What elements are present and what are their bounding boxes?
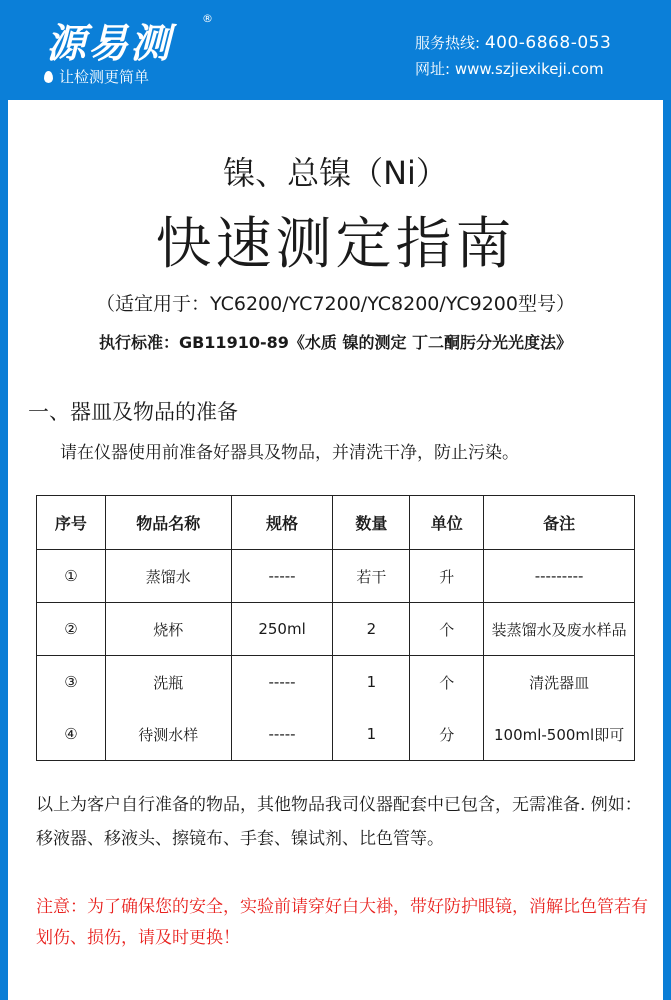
applicable-models: （适宜用于：YC6200/YC7200/YC8200/YC9200型号）	[96, 293, 575, 315]
table-cell: 2	[333, 603, 410, 656]
header-cell: 物品名称	[105, 496, 231, 550]
table-row	[37, 550, 635, 603]
table-cell: 升	[410, 550, 484, 603]
title-element: 镍、总镍（Ni）	[223, 154, 448, 192]
content-panel	[8, 100, 663, 1000]
brand-slogan	[44, 66, 149, 87]
website-url[interactable]: www.szjiexikeji.com	[454, 60, 604, 78]
table-cell: 100ml-500ml即可	[484, 708, 635, 761]
service-hotline	[415, 32, 611, 53]
table-cell: ②	[37, 603, 106, 656]
title-guide: 快速测定指南	[155, 212, 516, 277]
header-banner	[0, 0, 671, 100]
section-heading: 一、器皿及物品的准备	[28, 400, 238, 424]
website-label: 网址:	[415, 60, 451, 78]
preparation-note: 以上为客户自行准备的物品，其他物品我司仪器配套中已包含，无需准备. 例如：移液器、移液头、擦镜布、手套、镍试剂、比色管等。	[36, 795, 642, 849]
hotline-label: 服务热线:	[415, 34, 481, 52]
header-cell: 序号	[37, 496, 106, 550]
table-cell: 待测水样	[105, 708, 231, 761]
slogan-text: 让检测更简单	[59, 68, 150, 86]
safety-warning: 注意：为了确保您的安全，实验前请穿好白大褂，带好防护眼镜，消解比色管若有划伤、损伤，请及时更换！	[36, 897, 648, 948]
table-cell: ---------	[484, 550, 635, 603]
section-intro: 请在仪器使用前准备好器具及物品，并清洗干净，防止污染。	[60, 443, 519, 463]
table-row	[37, 708, 635, 761]
items-table	[36, 495, 635, 761]
table-cell: 分	[410, 708, 484, 761]
execution-standard: 执行标准：GB11910-89《水质 镍的测定 丁二酮肟分光光度法》	[98, 333, 573, 352]
header-cell: 备注	[484, 496, 635, 550]
table-row	[37, 603, 635, 656]
table-cell: 烧杯	[105, 603, 231, 656]
water-drop-icon	[44, 71, 53, 83]
table-cell: -----	[231, 708, 333, 761]
table-header-row	[37, 496, 635, 550]
header-cell: 规格	[231, 496, 333, 550]
table-cell: 1	[333, 708, 410, 761]
table-cell: 装蒸馏水及废水样品	[484, 603, 635, 656]
header-cell: 单位	[410, 496, 484, 550]
website	[415, 58, 604, 79]
table-cell: 洗瓶	[105, 656, 231, 709]
table-cell: 个	[410, 603, 484, 656]
table-cell: ③	[37, 656, 106, 709]
table-cell: 蒸馏水	[105, 550, 231, 603]
brand-logo: 源易测	[46, 21, 172, 67]
table-cell: 250ml	[231, 603, 333, 656]
table-cell: -----	[231, 656, 333, 709]
table-row	[37, 656, 635, 709]
table-cell: 个	[410, 656, 484, 709]
header-cell: 数量	[333, 496, 410, 550]
registered-mark: ®	[202, 12, 213, 25]
table-cell: 清洗器皿	[484, 656, 635, 709]
hotline-number[interactable]: 400-6868-053	[484, 33, 612, 53]
table-cell: -----	[231, 550, 333, 603]
table-cell: 若干	[333, 550, 410, 603]
table-cell: ①	[37, 550, 106, 603]
table-cell: ④	[37, 708, 106, 761]
table-cell: 1	[333, 656, 410, 709]
